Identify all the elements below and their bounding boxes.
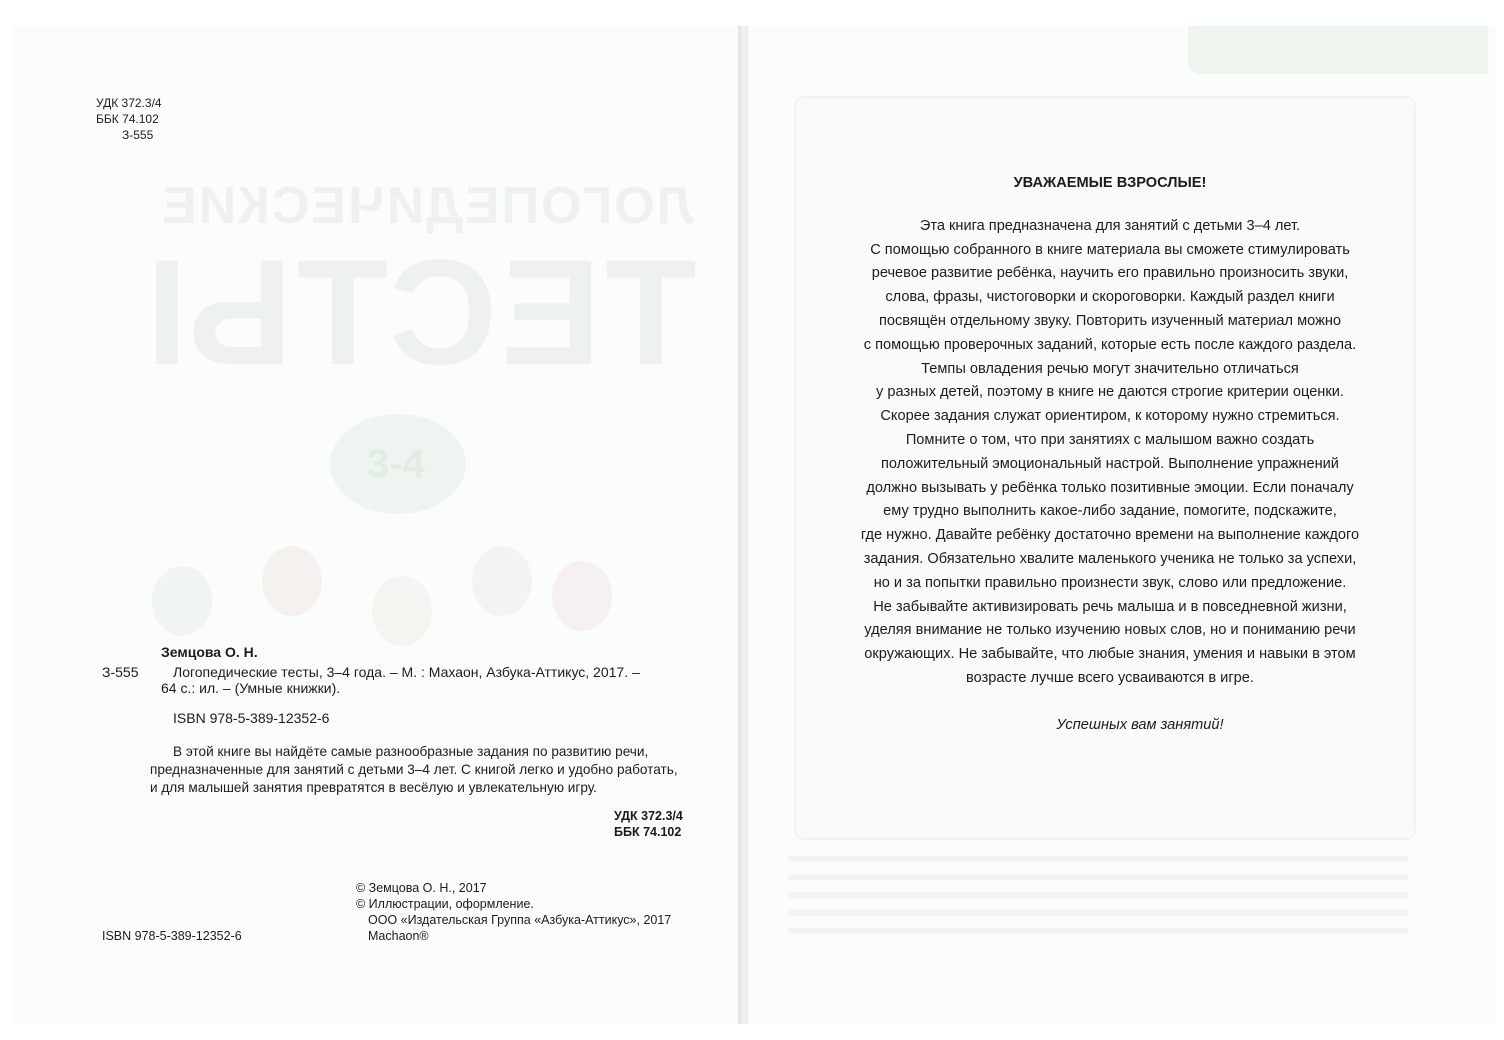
foreword-line: С помощью собранного в книге материала вы сможете стимулировать [870,241,1350,258]
ghost-title-top: ЛОГОПЕДИЧЕСКИЕ [160,177,694,235]
foreword-line: должно вызывать у ребёнка только позитивные эмоции. Если поначалу [866,479,1354,496]
foreword-line: ему трудно выполнить какое-либо задание, помогите, подскажите, [883,503,1337,520]
udk-top: УДК 372.3/4 [96,96,162,110]
bbk-top: ББК 74.102 [96,112,159,126]
isbn-bottom: ISBN 978-5-389-12352-6 [102,929,242,943]
annotation-line-3: и для малышей занятия превратятся в весёлую и увлекательную игру. [150,780,597,795]
foreword-line: задания. Обязательно хвалите маленького ученика не только за успехи, [863,550,1357,567]
foreword-line: положительный эмоциональный настрой. Выполнение упражнений [881,455,1339,472]
foreword-line: уделяя внимание не только изучению новых слов, но и пониманию речи [864,622,1356,639]
author-name: Земцова О. Н. [161,644,258,660]
citation-line-2: 64 с.: ил. – (Умные книжки). [161,680,341,696]
foreword-line: возрасте лучше всего усваиваются в игре. [966,669,1254,686]
foreword-line: где нужно. Давайте ребёнку достаточно времени на выполнение каждого [860,527,1360,544]
foreword-line: Темпы овладения речью могут значительно отличаться [921,360,1299,377]
foreword-line: Эта книга предназначена для занятий с детьми 3–4 лет. [919,217,1301,234]
code-top: З-555 [122,128,154,142]
copyright-1: © Земцова О. Н., 2017 [356,881,487,895]
foreword-line: окружающих. Не забывайте, что любые знания, умения и навыки в этом [864,646,1356,663]
foreword-line: слова, фразы, чистоговорки и скороговорки. Каждый раздел книги [885,289,1335,306]
foreword-line: у разных детей, поэтому в книге не даются строгие критерии оценки. [876,384,1344,401]
copyright-3: ООО «Издательская Группа «Азбука-Аттикус», 2017 [368,913,672,927]
bbk-bottom: ББК 74.102 [614,825,682,839]
copyright-2: © Иллюстрации, оформление. [356,897,534,911]
foreword-line: но и за попытки правильно произнести звук, слово или предложение. [873,574,1347,591]
ghost-badge-text: 3-4 [367,442,425,486]
citation-line-1: Логопедические тесты, 3–4 года. – М. : Махаон, Азбука-Аттикус, 2017. – [173,664,640,680]
foreword-line: Не забывайте активизировать речь малыша и в повседневной жизни, [873,598,1347,615]
foreword-closing: Успешных вам занятий! [1056,716,1224,733]
foreword-heading: УВАЖАЕМЫЕ ВЗРОСЛЫЕ! [1013,175,1207,191]
foreword-line: с помощью проверочных заданий, которые есть после каждого раздела. [863,336,1357,353]
ghost-tab [1188,26,1488,74]
isbn-line: ISBN 978-5-389-12352-6 [173,710,330,726]
left-page [12,26,741,1024]
annotation-line-2: предназначенные для занятий с детьми 3–4 лет. С книгой легко и удобно работать, [150,762,678,777]
foreword [790,172,1430,738]
udk-bottom: УДК 372.3/4 [614,809,683,823]
annotation-line-1: В этой книге вы найдёте самые разнообразные задания по развитию речи, [173,744,649,759]
ghost-footer-text [788,856,1408,946]
catalog-code: З-555 [102,664,139,680]
ghost-title-main: ТЕСТЫ [142,228,697,396]
foreword-line: Помните о том, что при занятиях с малышом важно создать [905,431,1315,448]
foreword-line: Скорее задания служат ориентиром, к которому нужно стремиться. [880,408,1340,425]
foreword-line: речевое развитие ребёнка, научить его правильно произносить звуки, [871,265,1349,282]
copyright-4: Machaon® [368,929,429,943]
foreword-line: посвящён отдельному звуку. Повторить изученный материал можно [878,312,1342,329]
